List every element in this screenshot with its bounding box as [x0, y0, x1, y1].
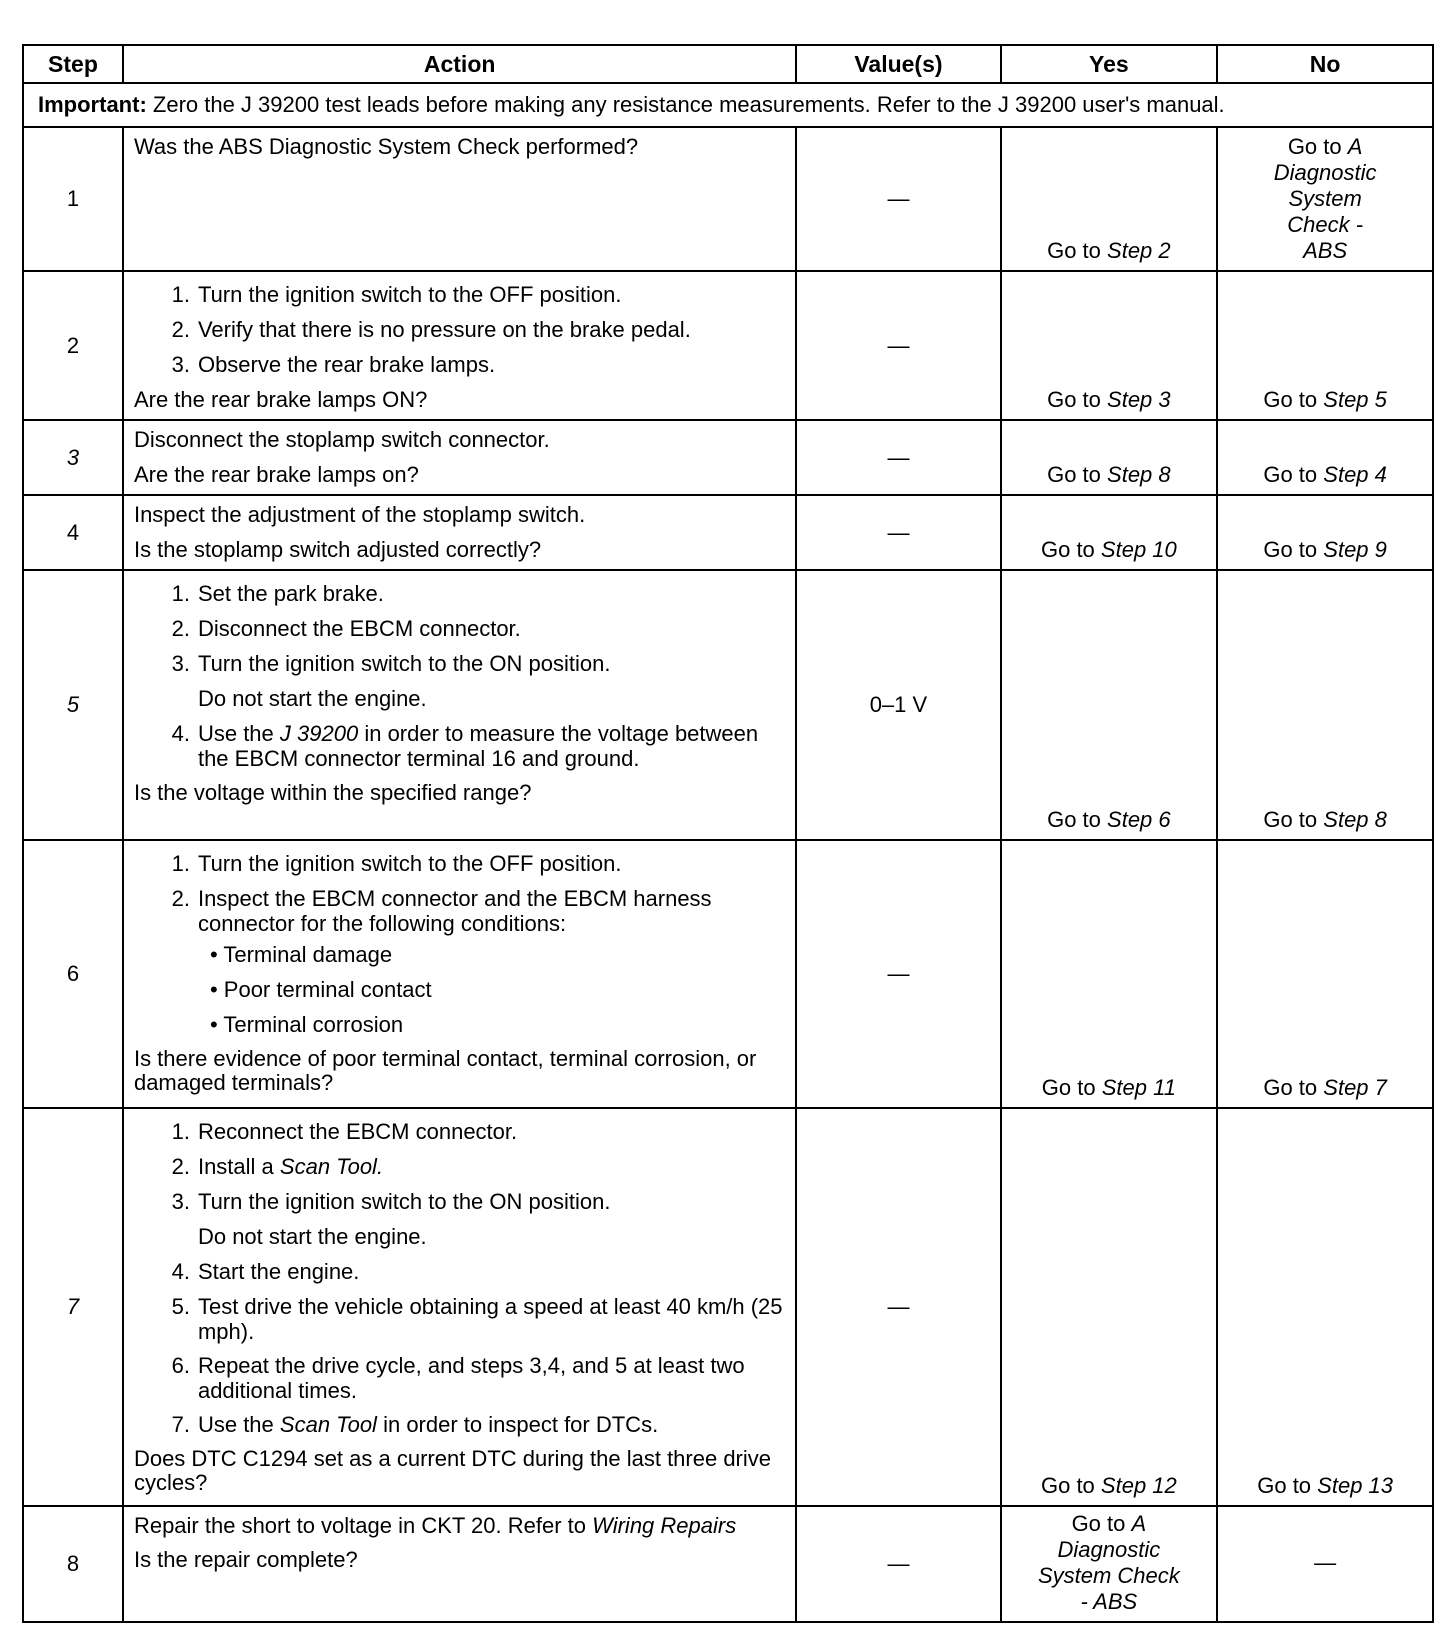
no-cell — [1217, 495, 1433, 570]
important-note — [23, 83, 1433, 127]
goto-label: Go to — [1047, 387, 1101, 412]
value-cell: 0–1 V — [796, 570, 1000, 840]
goto-label: Go to — [1263, 462, 1318, 487]
yes-cell — [1001, 1506, 1218, 1622]
action-text: Was the ABS Diagnostic System Check performed? — [133, 134, 639, 159]
list-item: 2. Disconnect the EBCM connector. — [171, 616, 521, 641]
question-text: Does DTC C1294 set as a current DTC during the last three drive cycles? — [133, 1446, 772, 1495]
value-cell: — — [796, 271, 1000, 420]
step-number: 1 — [23, 127, 123, 271]
list-item: 5. Test drive the vehicle obtaining a speed at least 40 km/h (25 mph). — [171, 1294, 783, 1344]
no-cell — [1217, 271, 1433, 420]
table-row-step-1 — [23, 127, 1433, 271]
goto-label: Go to — [1047, 462, 1101, 487]
important-label: Important: — [38, 92, 147, 117]
action-text: Inspect the adjustment of the stoplamp switch. — [133, 502, 586, 527]
action-list — [134, 282, 787, 378]
list-item: 3. Turn the ignition switch to the ON position. Do not start the engine. — [171, 651, 611, 711]
no-target: Step 5 — [1323, 387, 1387, 412]
action-list — [134, 851, 787, 1038]
list-item: 2. Verify that there is no pressure on the brake pedal. — [171, 317, 691, 342]
list-item: 7. Use the Scan Tool in order to inspect for DTCs. — [171, 1412, 659, 1437]
yes-cell — [1001, 127, 1218, 271]
action-cell — [123, 570, 796, 840]
question-text: Is the repair complete? — [133, 1547, 358, 1572]
list-item: 1. Turn the ignition switch to the OFF position. — [171, 851, 622, 876]
action-cell — [123, 840, 796, 1108]
header-no: No — [1217, 45, 1433, 83]
table-row-step-6 — [23, 840, 1433, 1108]
yes-target: Step 3 — [1107, 387, 1171, 412]
goto-label: Go to — [1041, 1075, 1096, 1100]
diagnostic-table — [22, 44, 1434, 1623]
value-cell: — — [796, 1506, 1000, 1622]
list-item: • Terminal corrosion — [209, 1012, 404, 1037]
no-cell — [1217, 127, 1433, 271]
no-target: Step 7 — [1323, 1075, 1387, 1100]
yes-cell — [1001, 570, 1218, 840]
table-row-step-2 — [23, 271, 1433, 420]
action-cell — [123, 495, 796, 570]
value-cell: — — [796, 420, 1000, 495]
yes-target: Step 8 — [1107, 462, 1171, 487]
question-text: Is the stoplamp switch adjusted correctly? — [133, 537, 542, 562]
list-item: 3. Turn the ignition switch to the ON position. Do not start the engine. — [171, 1189, 611, 1249]
header-yes: Yes — [1001, 45, 1218, 83]
question-text: Is the voltage within the specified range? — [133, 780, 532, 805]
step-number: 7 — [23, 1108, 123, 1506]
question-text: Is there evidence of poor terminal contact, terminal corrosion, or damaged terminals? — [133, 1046, 757, 1095]
no-cell — [1217, 420, 1433, 495]
important-row — [23, 83, 1433, 127]
header-action: Action — [123, 45, 796, 83]
goto-label: Go to — [1040, 537, 1095, 562]
table-row-step-8 — [23, 1506, 1433, 1622]
goto-label: Go to — [1071, 1511, 1126, 1536]
header-values: Value(s) — [796, 45, 1000, 83]
yes-cell — [1001, 1108, 1218, 1506]
tool-name: Scan Tool — [279, 1412, 377, 1437]
step-number: 3 — [23, 420, 123, 495]
yes-cell — [1001, 420, 1218, 495]
step-number: 4 — [23, 495, 123, 570]
step-number: 8 — [23, 1506, 123, 1622]
header-row — [23, 45, 1433, 83]
goto-label: Go to — [1257, 1473, 1312, 1498]
goto-label: Go to — [1287, 134, 1342, 159]
condition-list — [198, 942, 787, 1038]
list-item: 1. Reconnect the EBCM connector. — [171, 1119, 518, 1144]
list-item: 6. Repeat the drive cycle, and steps 3,4, and 5 at least two additional times. — [171, 1353, 745, 1403]
header-step: Step — [23, 45, 123, 83]
list-item: 3. Observe the rear brake lamps. — [171, 352, 496, 377]
table-row-step-7 — [23, 1108, 1433, 1506]
important-text: Zero the J 39200 test leads before making any resistance measurements. Refer to the J 39200 user's manual. — [152, 92, 1225, 117]
goto-label: Go to — [1263, 807, 1318, 832]
action-cell — [123, 271, 796, 420]
action-text: Repair the short to voltage in CKT 20. Refer to Wiring Repairs — [133, 1513, 737, 1538]
list-item: 2. Inspect the EBCM connector and the EBCM harness connector for the following conditions: • Terminal damage • Poor terminal contact • Terminal corrosion — [134, 886, 787, 1038]
value-cell: — — [796, 840, 1000, 1108]
yes-target: Step 6 — [1107, 807, 1171, 832]
table-row-step-3 — [23, 420, 1433, 495]
list-item: 1. Set the park brake. — [171, 581, 384, 606]
no-cell — [1217, 840, 1433, 1108]
yes-target: Step 12 — [1100, 1473, 1177, 1498]
value-cell: — — [796, 1108, 1000, 1506]
table-row-step-4 — [23, 495, 1433, 570]
list-item: 2. Install a Scan Tool. — [171, 1154, 384, 1179]
step-number: 6 — [23, 840, 123, 1108]
value-cell: — — [796, 495, 1000, 570]
question-text: Are the rear brake lamps on? — [133, 462, 419, 487]
no-target: A Diagnostic System Check - ABS — [1273, 134, 1377, 263]
list-item: • Terminal damage — [209, 942, 393, 967]
list-item: • Poor terminal contact — [209, 977, 432, 1002]
goto-label: Go to — [1047, 807, 1101, 832]
goto-label: Go to — [1263, 387, 1318, 412]
table-row-step-5 — [23, 570, 1433, 840]
no-target: Step 9 — [1323, 537, 1387, 562]
yes-target: A Diagnostic System Check - ABS — [1037, 1511, 1180, 1614]
no-target: Step 13 — [1317, 1473, 1394, 1498]
question-text: Are the rear brake lamps ON? — [133, 387, 428, 412]
no-target: Step 4 — [1323, 462, 1387, 487]
step-number: 2 — [23, 271, 123, 420]
action-text: Disconnect the stoplamp switch connector. — [133, 427, 550, 452]
tool-name: Scan Tool. — [279, 1154, 384, 1179]
list-item: 4. Use the J 39200 in order to measure the voltage between the EBCM connector terminal 16 and ground. — [171, 721, 759, 771]
goto-label: Go to — [1047, 238, 1101, 263]
action-list — [134, 1119, 787, 1438]
action-cell — [123, 127, 796, 271]
action-cell — [123, 420, 796, 495]
step-number: 5 — [23, 570, 123, 840]
action-cell — [123, 1506, 796, 1622]
list-item: 1. Turn the ignition switch to the OFF position. — [171, 282, 622, 307]
goto-label: Go to — [1263, 537, 1318, 562]
goto-label: Go to — [1040, 1473, 1095, 1498]
reference-link: Wiring Repairs — [592, 1513, 737, 1538]
no-cell — [1217, 1108, 1433, 1506]
value-cell: — — [796, 127, 1000, 271]
yes-cell — [1001, 495, 1218, 570]
no-cell — [1217, 570, 1433, 840]
list-item: 4. Start the engine. — [171, 1259, 360, 1284]
yes-cell — [1001, 271, 1218, 420]
no-target: Step 8 — [1323, 807, 1387, 832]
tool-name: J 39200 — [279, 721, 359, 746]
yes-cell — [1001, 840, 1218, 1108]
goto-label: Go to — [1263, 1075, 1318, 1100]
yes-target: Step 11 — [1101, 1075, 1176, 1100]
action-list — [134, 581, 787, 771]
no-cell: — — [1217, 1506, 1433, 1622]
yes-target: Step 2 — [1107, 238, 1171, 263]
action-cell — [123, 1108, 796, 1506]
yes-target: Step 10 — [1100, 537, 1177, 562]
